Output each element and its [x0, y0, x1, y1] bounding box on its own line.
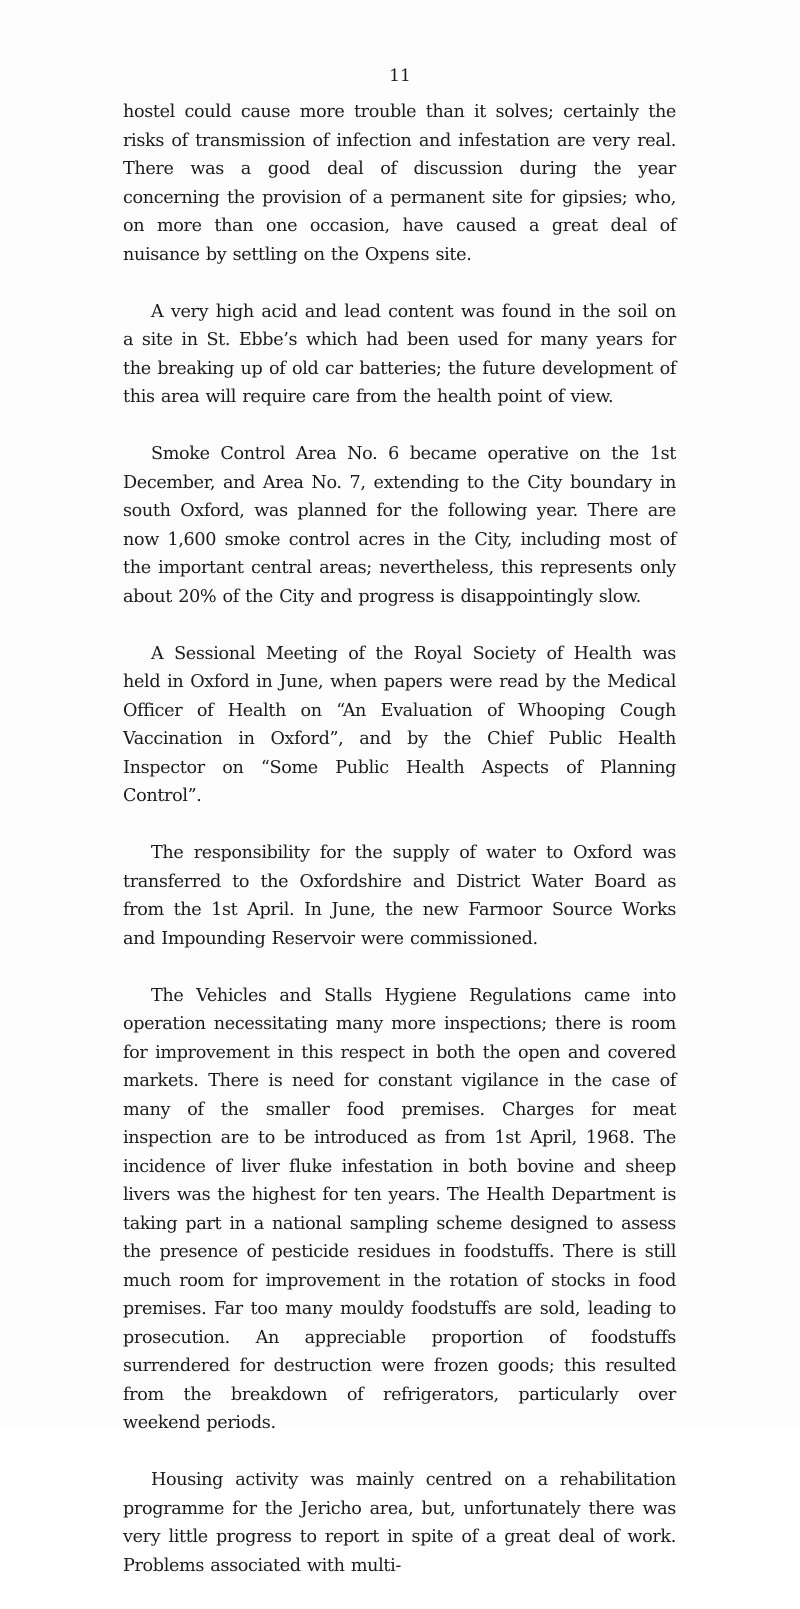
paragraph-housing: Housing activity was mainly centred on a rehabilitation programme for the Jericho area, but, unfortunately there was very little progress to report in spite of a great deal of work. Problems associated with multi-: [123, 1470, 676, 1576]
paragraph-sessional-meeting: A Sessional Meeting of the Royal Society of Health was held in Oxford in June, when papers were read by the Medical Officer of Health on “An Evaluation of Whooping Cough Vaccination in Oxford”, and by the Chief Public Health Inspector on “Some Public Health Aspects of Planning Control”.: [123, 643, 676, 806]
body-text: [123, 98, 676, 1609]
paragraph-hostel-gipsies: hostel could cause more trouble than it solves; certainly the risks of transmission of infection and infestation are very real. There was a good deal of discussion during the year concerning the provision of a permanent site for gipsies; who, on more than one occasion, have caused a great deal of nuisance by settling on the Oxpens site.: [123, 102, 676, 265]
page-number: 11: [389, 66, 411, 86]
paragraph-smoke-control: Smoke Control Area No. 6 became operative on the 1st December, and Area No. 7, extending to the City boundary in south Oxford, was planned for the following year. There are now 1,600 smoke control acres in the City, including most of the important central areas; nevertheless, this represents only about 20% of the City and progress is disappointingly slow.: [123, 444, 676, 607]
paragraph-water-supply: The responsibility for the supply of water to Oxford was transferred to the Oxfordshire and District Water Board as from the 1st April. In June, the new Farmoor Source Works and Impounding Reservoir were commissioned.: [123, 843, 676, 949]
paragraph-acid-lead-soil: A very high acid and lead content was found in the soil on a site in St. Ebbe’s which had been used for many years for the breaking up of old car batteries; the future development of this area will require care from the health point of view.: [123, 301, 676, 407]
paragraph-food-hygiene: The Vehicles and Stalls Hygiene Regulations came into operation necessitating many more inspections; there is room for improvement in this respect in both the open and covered markets. There is need for constant vigilance in the case of many of the smaller food premises. Charges for meat inspection are to be introduced as from 1st April, 1968. The incidence of liver fluke infestation in both bovine and sheep livers was the highest for ten years. The Health Department is taking part in a national sampling scheme designed to assess the presence of pesticide residues in foodstuffs. There is still much room for improvement in the rotation of stocks in food premises. Far too many mouldy foodstuffs are sold, leading to prosecution. An appreciable proportion of foodstuffs surrendered for destruction were frozen goods; this resulted from the breakdown of refrigerators, particularly over weekend periods.: [123, 985, 676, 1433]
